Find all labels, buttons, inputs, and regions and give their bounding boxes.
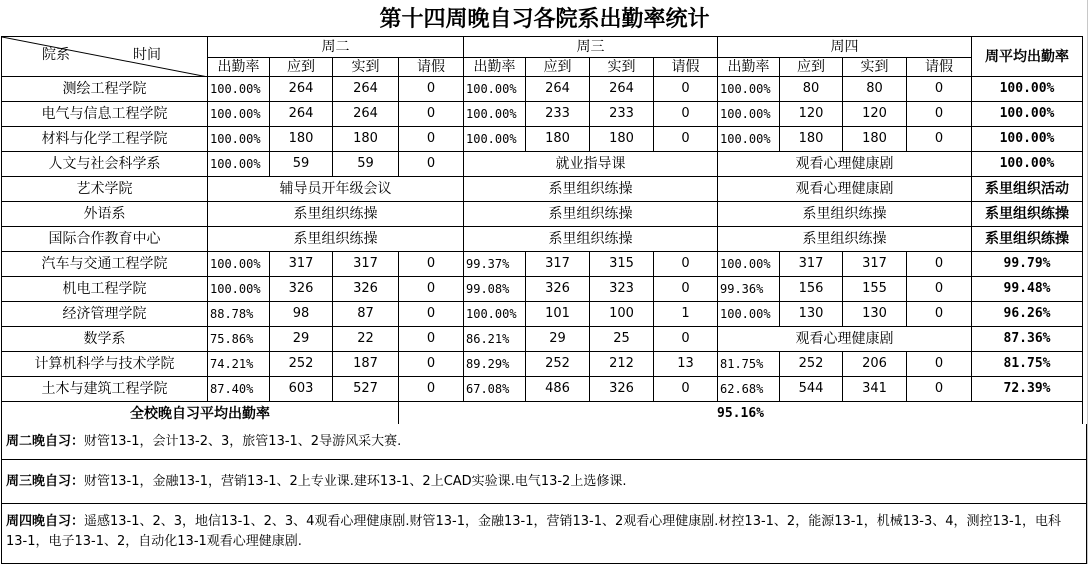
activity-note-cell: 系里组织练操 xyxy=(464,227,718,252)
rate-cell: 100.00% xyxy=(208,252,270,277)
expected-cell: 29 xyxy=(270,327,333,352)
actual-cell: 527 xyxy=(333,377,399,402)
table-row xyxy=(2,202,1083,227)
activity-note-cell: 辅导员开年级会议 xyxy=(208,177,464,202)
dept-name-cell: 计算机科学与技术学院 xyxy=(2,352,208,377)
leave-cell: 0 xyxy=(907,377,972,402)
col-header-leave: 请假 xyxy=(907,58,972,77)
expected-cell: 264 xyxy=(270,102,333,127)
leave-cell: 0 xyxy=(399,377,464,402)
week-avg-cell: 81.75% xyxy=(972,352,1083,377)
leave-cell: 0 xyxy=(654,127,718,152)
week-avg-header: 周平均出勤率 xyxy=(972,37,1083,77)
leave-cell: 0 xyxy=(907,352,972,377)
leave-cell: 0 xyxy=(399,152,464,177)
rate-cell: 100.00% xyxy=(208,102,270,127)
actual-cell: 180 xyxy=(333,127,399,152)
rate-cell: 75.86% xyxy=(208,327,270,352)
expected-cell: 130 xyxy=(780,302,843,327)
leave-cell: 0 xyxy=(654,377,718,402)
expected-cell: 180 xyxy=(780,127,843,152)
actual-cell: 80 xyxy=(843,77,907,102)
remark-text: 财管13-1，金融13-1，营销13-1、2上专业课.建环13-1、2上CAD实验课.电气13-2上选修课. xyxy=(84,474,627,489)
rate-cell: 100.00% xyxy=(464,102,526,127)
actual-cell: 180 xyxy=(843,127,907,152)
total-value: 95.16% xyxy=(399,402,1083,427)
col-header-rate: 出勤率 xyxy=(718,58,780,77)
week-avg-cell: 系里组织练操 xyxy=(972,227,1083,252)
col-header-leave: 请假 xyxy=(399,58,464,77)
leave-cell: 1 xyxy=(654,302,718,327)
rate-cell: 99.08% xyxy=(464,277,526,302)
actual-cell: 317 xyxy=(333,252,399,277)
dept-name-cell: 材料与化学工程学院 xyxy=(2,127,208,152)
col-header-expected: 应到 xyxy=(780,58,843,77)
table-row xyxy=(2,277,1083,302)
attendance-table xyxy=(1,36,1083,427)
week-avg-cell: 100.00% xyxy=(972,102,1083,127)
remark-block xyxy=(1,424,1087,460)
rate-cell: 81.75% xyxy=(718,352,780,377)
expected-cell: 252 xyxy=(780,352,843,377)
actual-cell: 187 xyxy=(333,352,399,377)
leave-cell: 0 xyxy=(399,352,464,377)
rate-cell: 100.00% xyxy=(464,127,526,152)
expected-cell: 29 xyxy=(526,327,590,352)
rate-cell: 99.36% xyxy=(718,277,780,302)
expected-cell: 59 xyxy=(270,152,333,177)
week-avg-cell: 系里组织活动 xyxy=(972,177,1083,202)
table-row xyxy=(2,152,1083,177)
expected-cell: 317 xyxy=(780,252,843,277)
expected-cell: 101 xyxy=(526,302,590,327)
actual-cell: 25 xyxy=(590,327,654,352)
dept-name-cell: 数学系 xyxy=(2,327,208,352)
leave-cell: 13 xyxy=(654,352,718,377)
expected-cell: 156 xyxy=(780,277,843,302)
activity-note-cell: 系里组织练操 xyxy=(718,202,972,227)
week-avg-cell: 100.00% xyxy=(972,77,1083,102)
leave-cell: 0 xyxy=(907,127,972,152)
rate-cell: 100.00% xyxy=(718,252,780,277)
table-row xyxy=(2,352,1083,377)
expected-cell: 120 xyxy=(780,102,843,127)
actual-cell: 323 xyxy=(590,277,654,302)
day-header-thu: 周四 xyxy=(718,37,972,58)
table-row xyxy=(2,127,1083,152)
leave-cell: 0 xyxy=(907,277,972,302)
actual-cell: 59 xyxy=(333,152,399,177)
expected-cell: 264 xyxy=(270,77,333,102)
expected-cell: 252 xyxy=(526,352,590,377)
rate-cell: 100.00% xyxy=(208,152,270,177)
leave-cell: 0 xyxy=(399,252,464,277)
week-avg-cell: 72.39% xyxy=(972,377,1083,402)
rate-cell: 100.00% xyxy=(464,77,526,102)
rate-cell: 74.21% xyxy=(208,352,270,377)
actual-cell: 315 xyxy=(590,252,654,277)
actual-cell: 206 xyxy=(843,352,907,377)
expected-cell: 486 xyxy=(526,377,590,402)
activity-note-cell: 系里组织练操 xyxy=(464,177,718,202)
expected-cell: 603 xyxy=(270,377,333,402)
leave-cell: 0 xyxy=(399,127,464,152)
rate-cell: 87.40% xyxy=(208,377,270,402)
actual-cell: 130 xyxy=(843,302,907,327)
actual-cell: 87 xyxy=(333,302,399,327)
col-header-expected: 应到 xyxy=(270,58,333,77)
rate-cell: 88.78% xyxy=(208,302,270,327)
activity-note-cell: 系里组织练操 xyxy=(208,227,464,252)
expected-cell: 326 xyxy=(270,277,333,302)
activity-note-cell: 系里组织练操 xyxy=(718,227,972,252)
week-avg-cell: 100.00% xyxy=(972,152,1083,177)
leave-cell: 0 xyxy=(399,77,464,102)
expected-cell: 326 xyxy=(526,277,590,302)
table-row xyxy=(2,377,1083,402)
rate-cell: 89.29% xyxy=(464,352,526,377)
actual-cell: 317 xyxy=(843,252,907,277)
col-header-expected: 应到 xyxy=(526,58,590,77)
actual-cell: 180 xyxy=(590,127,654,152)
activity-note-cell: 观看心理健康剧 xyxy=(718,152,972,177)
table-row xyxy=(2,252,1083,277)
rate-cell: 99.37% xyxy=(464,252,526,277)
remark-block xyxy=(1,504,1087,564)
leave-cell: 0 xyxy=(399,102,464,127)
table-row xyxy=(2,102,1083,127)
dept-name-cell: 人文与社会科学系 xyxy=(2,152,208,177)
dept-name-cell: 机电工程学院 xyxy=(2,277,208,302)
expected-cell: 180 xyxy=(270,127,333,152)
col-header-actual: 实到 xyxy=(590,58,654,77)
actual-cell: 264 xyxy=(590,77,654,102)
dept-name-cell: 艺术学院 xyxy=(2,177,208,202)
total-row xyxy=(2,402,1083,427)
expected-cell: 264 xyxy=(526,77,590,102)
leave-cell: 0 xyxy=(654,77,718,102)
leave-cell: 0 xyxy=(907,302,972,327)
dept-name-cell: 经济管理学院 xyxy=(2,302,208,327)
actual-cell: 120 xyxy=(843,102,907,127)
rate-cell: 100.00% xyxy=(208,277,270,302)
rate-cell: 100.00% xyxy=(718,302,780,327)
table-row xyxy=(2,302,1083,327)
diagonal-line xyxy=(2,37,208,77)
table-row xyxy=(2,227,1083,252)
dept-name-cell: 外语系 xyxy=(2,202,208,227)
activity-note-cell: 就业指导课 xyxy=(464,152,718,177)
table-row xyxy=(2,327,1083,352)
activity-note-cell: 系里组织练操 xyxy=(464,202,718,227)
remark-label: 周二晚自习： xyxy=(6,434,85,449)
remark-text: 遥感13-1、2、3，地信13-1、2、3、4观看心理健康剧.财管13-1，金融13-1，营销13-1、2观看心理健康剧.材控13-1、2，能源13-1，机械13-3、4，测控13-1，电科13-1，电子13-1、2，自动化13-1观看心理健康剧. xyxy=(6,514,1061,549)
table-row xyxy=(2,177,1083,202)
leave-cell: 0 xyxy=(654,277,718,302)
actual-cell: 341 xyxy=(843,377,907,402)
col-header-rate: 出勤率 xyxy=(464,58,526,77)
dept-label: 院系 xyxy=(42,47,70,63)
week-avg-cell: 99.48% xyxy=(972,277,1083,302)
actual-cell: 155 xyxy=(843,277,907,302)
col-header-actual: 实到 xyxy=(333,58,399,77)
rate-cell: 100.00% xyxy=(718,77,780,102)
activity-note-cell: 系里组织练操 xyxy=(208,202,464,227)
remark-label: 周三晚自习： xyxy=(6,474,85,489)
rate-cell: 86.21% xyxy=(464,327,526,352)
expected-cell: 252 xyxy=(270,352,333,377)
leave-cell: 0 xyxy=(399,302,464,327)
leave-cell: 0 xyxy=(907,252,972,277)
time-label: 时间 xyxy=(133,47,161,63)
leave-cell: 0 xyxy=(654,327,718,352)
rate-cell: 100.00% xyxy=(464,302,526,327)
leave-cell: 0 xyxy=(907,77,972,102)
week-avg-cell: 96.26% xyxy=(972,302,1083,327)
actual-cell: 326 xyxy=(590,377,654,402)
header-diagonal-cell xyxy=(2,37,208,77)
rate-cell: 100.00% xyxy=(208,77,270,102)
table-row xyxy=(2,77,1083,102)
expected-cell: 317 xyxy=(526,252,590,277)
remark-label: 周四晚自习： xyxy=(6,514,85,529)
col-header-leave: 请假 xyxy=(654,58,718,77)
expected-cell: 233 xyxy=(526,102,590,127)
rate-cell: 100.00% xyxy=(718,102,780,127)
expected-cell: 80 xyxy=(780,77,843,102)
col-header-rate: 出勤率 xyxy=(208,58,270,77)
leave-cell: 0 xyxy=(654,102,718,127)
sheet-title: 第十四周晚自习各院系出勤率统计 xyxy=(379,6,710,32)
leave-cell: 0 xyxy=(654,252,718,277)
expected-cell: 544 xyxy=(780,377,843,402)
dept-name-cell: 汽车与交通工程学院 xyxy=(2,252,208,277)
activity-note-cell: 观看心理健康剧 xyxy=(718,177,972,202)
col-header-actual: 实到 xyxy=(843,58,907,77)
week-avg-cell: 系里组织练操 xyxy=(972,202,1083,227)
week-avg-cell: 87.36% xyxy=(972,327,1083,352)
actual-cell: 22 xyxy=(333,327,399,352)
week-avg-cell: 100.00% xyxy=(972,127,1083,152)
dept-name-cell: 国际合作教育中心 xyxy=(2,227,208,252)
leave-cell: 0 xyxy=(399,277,464,302)
sheet-edge-line xyxy=(1087,0,1088,564)
dept-name-cell: 土木与建筑工程学院 xyxy=(2,377,208,402)
week-avg-cell: 99.79% xyxy=(972,252,1083,277)
leave-cell: 0 xyxy=(907,102,972,127)
activity-note-cell: 观看心理健康剧 xyxy=(718,327,972,352)
dept-name-cell: 测绘工程学院 xyxy=(2,77,208,102)
day-header-tue: 周二 xyxy=(208,37,464,58)
remark-text: 财管13-1，会计13-2、3，旅管13-1、2导游风采大赛. xyxy=(84,434,402,449)
actual-cell: 264 xyxy=(333,77,399,102)
expected-cell: 98 xyxy=(270,302,333,327)
day-header-wed: 周三 xyxy=(464,37,718,58)
expected-cell: 180 xyxy=(526,127,590,152)
rate-cell: 62.68% xyxy=(718,377,780,402)
actual-cell: 264 xyxy=(333,102,399,127)
dept-name-cell: 电气与信息工程学院 xyxy=(2,102,208,127)
rate-cell: 67.08% xyxy=(464,377,526,402)
rate-cell: 100.00% xyxy=(718,127,780,152)
leave-cell: 0 xyxy=(399,327,464,352)
rate-cell: 100.00% xyxy=(208,127,270,152)
actual-cell: 212 xyxy=(590,352,654,377)
total-label: 全校晚自习平均出勤率 xyxy=(2,402,399,427)
actual-cell: 326 xyxy=(333,277,399,302)
actual-cell: 233 xyxy=(590,102,654,127)
remark-block xyxy=(1,460,1087,504)
actual-cell: 100 xyxy=(590,302,654,327)
expected-cell: 317 xyxy=(270,252,333,277)
